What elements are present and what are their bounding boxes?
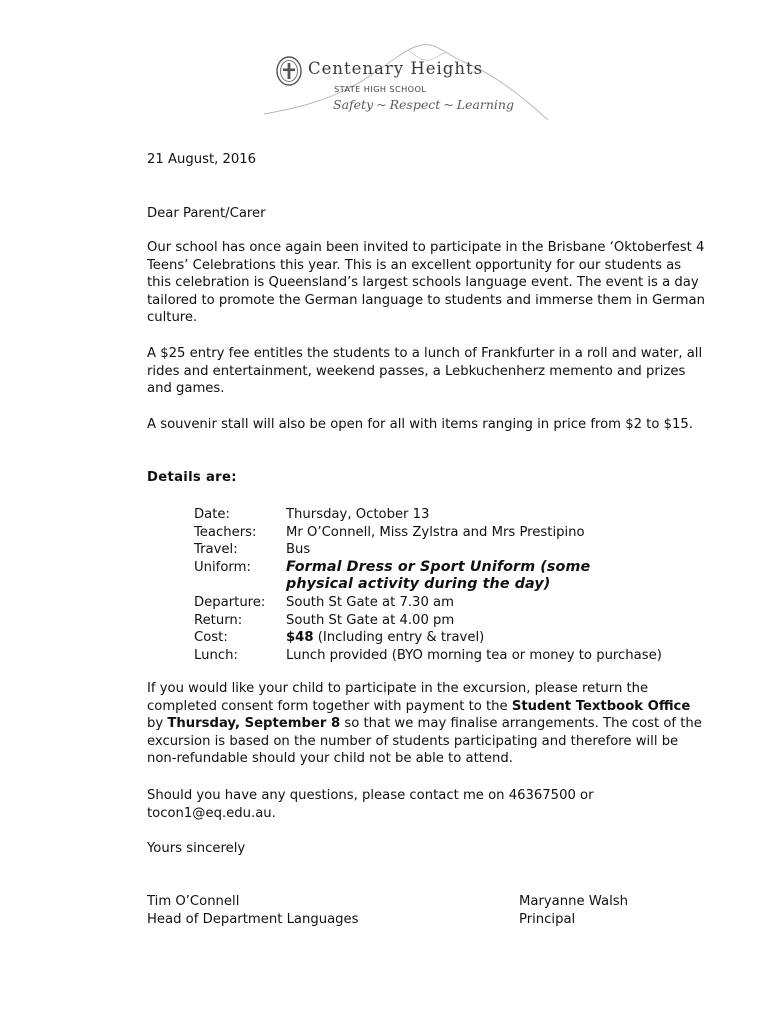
detail-row-uniform bbox=[194, 559, 714, 594]
detail-row-travel bbox=[194, 541, 714, 559]
school-motto bbox=[333, 96, 514, 114]
consent-text: If you would like your child to participate in the excursion, please return the completed consent form together with payment to the bbox=[147, 681, 649, 714]
paragraph-consent bbox=[147, 680, 707, 768]
detail-row-lunch bbox=[194, 647, 714, 665]
detail-label: Date: bbox=[194, 507, 230, 522]
motto-word: Learning bbox=[456, 97, 514, 112]
detail-label: Lunch: bbox=[194, 647, 238, 663]
school-crest-icon bbox=[276, 56, 302, 86]
details-heading: Details are: bbox=[147, 470, 237, 485]
detail-row-date bbox=[194, 506, 714, 524]
paragraph-souvenir: A souvenir stall will also be open for all with items ranging in price from $2 to $15. bbox=[147, 417, 693, 432]
closing: Yours sincerely bbox=[147, 841, 246, 856]
return-deadline: Thursday, September 8 bbox=[167, 716, 341, 732]
paragraph-entry-fee: A $25 entry fee entitles the students to a lunch of Frankfurter in a roll and water, all rides and entertainment, weekend passes, a Lebkuchenherz memento and prizes and games. bbox=[147, 346, 703, 397]
school-name: Centenary Heights bbox=[308, 59, 484, 78]
detail-row-return bbox=[194, 612, 714, 630]
return-office: Student Textbook Office bbox=[511, 698, 691, 714]
detail-value: Formal Dress or Sport Uniform (some physical activity during the day) bbox=[286, 558, 591, 593]
consent-text: by bbox=[147, 716, 168, 732]
detail-label: Departure: bbox=[194, 594, 266, 610]
detail-row-cost bbox=[194, 629, 714, 647]
signatory-title: Head of Department Languages bbox=[147, 911, 359, 927]
detail-label: Cost: bbox=[194, 630, 228, 646]
school-subtitle: STATE HIGH SCHOOL bbox=[334, 84, 427, 94]
detail-value: South St Gate at 7.30 am bbox=[286, 594, 454, 610]
cost-amount: $48 bbox=[286, 630, 314, 646]
detail-label: Teachers: bbox=[194, 524, 257, 540]
detail-value: South St Gate at 4.00 pm bbox=[286, 612, 455, 628]
signatory-name: Tim O’Connell bbox=[147, 894, 240, 909]
signatory-left bbox=[147, 893, 359, 928]
salutation: Dear Parent/Carer bbox=[147, 206, 266, 221]
motto-word: Safety bbox=[333, 97, 374, 112]
motto-separator: ~ bbox=[443, 97, 454, 112]
detail-value: Mr O’Connell, Miss Zylstra and Mrs Prestipino bbox=[286, 524, 585, 540]
signatory-name: Maryanne Walsh bbox=[519, 894, 628, 909]
detail-label: Travel: bbox=[194, 542, 238, 558]
detail-label: Uniform: bbox=[194, 559, 251, 575]
detail-row-departure bbox=[194, 594, 714, 612]
details-list bbox=[194, 506, 714, 664]
detail-row-teachers bbox=[194, 524, 714, 542]
detail-value: Bus bbox=[286, 542, 311, 558]
consent-text: so that we may finalise arrangements. The cost of the excursion is based on the number of students participating and therefore will be non-refundable should your child not be able to attend. bbox=[147, 716, 702, 767]
letter-date: 21 August, 2016 bbox=[147, 152, 257, 167]
signatory-right bbox=[519, 893, 628, 928]
school-logo bbox=[258, 36, 558, 122]
paragraph-contact: Should you have any questions, please contact me on 46367500 or tocon1@eq.edu.au. bbox=[147, 788, 594, 821]
paragraph-invitation: Our school has once again been invited to participate in the Brisbane ‘Oktoberfest 4 Teens’ Celebrations this year. This is an excellent opportunity for our students as this celebration is Queensland’s largest schools language event. The event is a day tailored to promote the German language to students and immerse them in German culture. bbox=[147, 240, 705, 326]
motto-word: Respect bbox=[389, 97, 441, 112]
detail-label: Return: bbox=[194, 612, 243, 628]
detail-value: Lunch provided (BYO morning tea or money to purchase) bbox=[286, 647, 662, 663]
motto-separator: ~ bbox=[376, 97, 387, 112]
detail-value: Thursday, October 13 bbox=[286, 507, 430, 522]
cost-note: (Including entry & travel) bbox=[313, 630, 485, 646]
detail-value bbox=[286, 629, 714, 647]
signatory-title: Principal bbox=[519, 911, 576, 927]
